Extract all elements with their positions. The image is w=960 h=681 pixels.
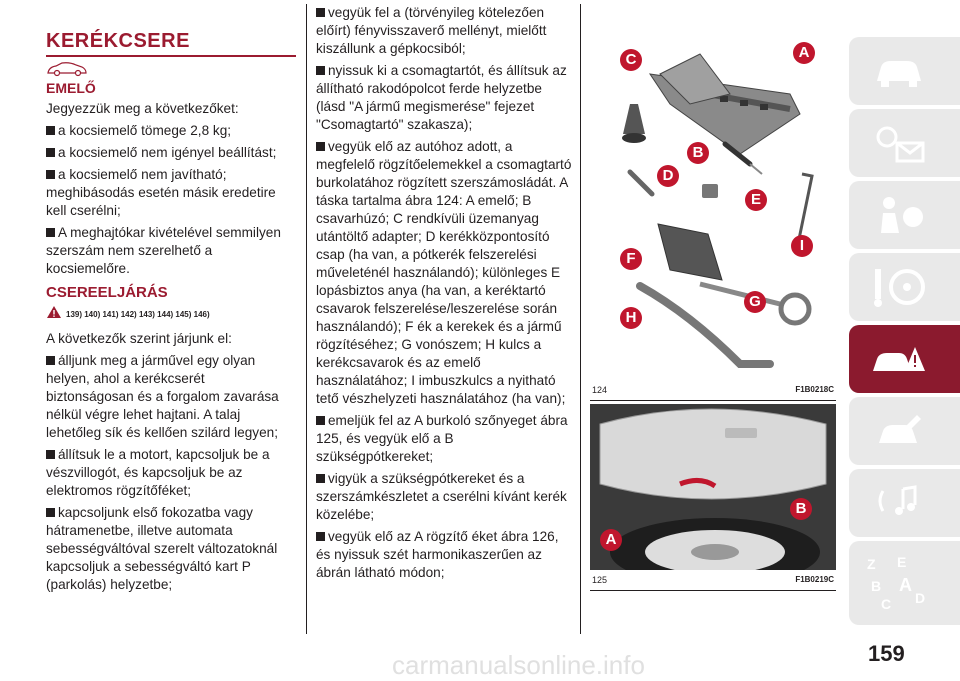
list-item: vegyük elő az A rögzítő éket ábra 126, és nyissuk szét harmonikaszerűen az ábrán látható módon; [316, 529, 559, 580]
label-badge: B [790, 498, 812, 520]
list-item: a kocsiemelő nem igényel beállítást; [46, 144, 296, 162]
list-item: álljunk meg a járművel egy olyan helyen, ahol a kerékcserét biztonságosan és a forgalom zavarása nélkül végre lehet hajtani. A talaj lehetőleg sík és kellően szilárd legyen; [46, 353, 279, 440]
label-badge: I [791, 235, 813, 257]
bullet-square-icon [46, 126, 55, 135]
chapter-tab-multimedia[interactable] [849, 469, 960, 537]
list-item: nyissuk ki a csomagtartót, és állítsuk az állítható rakodópolcot ferde helyzetbe (lásd "A jármű megismerése" fejezet "Csomagtartó" szakasza); [316, 63, 567, 132]
multimedia-icon [869, 481, 929, 525]
list-item: vegyük fel a (törvényileg kötelezően előírt) fényvisszaverő mellényt, mielőtt kiszállunk a gépkocsiból; [316, 5, 547, 56]
title-rule [46, 55, 296, 57]
steering-wheel-icon [869, 265, 929, 309]
bullet-square-icon [316, 66, 325, 75]
figure-caption [590, 570, 836, 591]
svg-text:A: A [899, 575, 912, 595]
left-column [46, 30, 296, 598]
alphabetical-index-icon [861, 553, 931, 613]
label-badge: H [620, 307, 642, 329]
service-tools-icon [869, 409, 929, 453]
svg-text:Z: Z [867, 556, 876, 572]
emergency-breakdown-icon [869, 337, 929, 381]
label-badge: E [745, 189, 767, 211]
section2-title: CSEREELJÁRÁS [46, 284, 168, 301]
figure-code: F1B0218C [795, 385, 834, 394]
chapter-tab-safety[interactable] [849, 181, 960, 249]
warning-references: 139) 140) 141) 142) 143) 144) 145) 146) [66, 310, 210, 319]
list-item: állítsuk le a motort, kapcsoljuk be a vészvillogót, és kapcsoljuk be az elektromos rögzítőféket; [46, 447, 270, 498]
bullet-square-icon [316, 142, 325, 151]
bullet-square-icon [46, 508, 55, 517]
label-badge: F [620, 248, 642, 270]
bullet-square-icon [46, 356, 55, 365]
bullet-square-icon [46, 170, 55, 179]
figure-caption [590, 380, 836, 401]
column-divider [580, 4, 581, 634]
label-badge: B [687, 142, 709, 164]
bullet-square-icon [316, 416, 325, 425]
intro2-text: A következők szerint járjunk el: [46, 331, 232, 346]
warning-refs [46, 305, 296, 324]
chapter-tab-index[interactable] [849, 541, 960, 625]
seatbelt-airbag-icon [869, 193, 929, 237]
list-item: emeljük fel az A burkoló szőnyeget ábra 125, és vegyük elő a B szükségpótkereket; [316, 413, 568, 464]
bullet-square-icon [316, 532, 325, 541]
svg-text:C: C [881, 596, 892, 612]
list-item: vigyük a szükségpótkereket és a szerszámkészletet a cserélni kívánt kerék közelébe; [316, 471, 567, 522]
chapter-tab-warning-lights[interactable] [849, 109, 960, 177]
figure-124 [590, 34, 836, 401]
svg-text:E: E [897, 554, 907, 570]
label-badge: G [744, 291, 766, 313]
tool-kit-illustration [590, 34, 836, 380]
label-badge: A [793, 42, 815, 64]
chapter-tab-emergency[interactable] [849, 325, 960, 393]
list-item: A meghajtókar kivételével semmilyen szerszám nem szerelhető a kocsiemelőre. [46, 225, 281, 276]
bullet-square-icon [316, 8, 325, 17]
list-item: a kocsiemelő tömege 2,8 kg; [46, 122, 296, 140]
list-item: kapcsoljunk első fokozatba vagy hátramenetbe, illetve automata sebességváltóval szerelt változatoknál kapcsoljuk a sebességváltó kart P (parkolás) helyzetbe; [46, 505, 278, 592]
subsection-title: EMELŐ [46, 80, 96, 96]
car-dashboard-icon [869, 51, 929, 91]
watermark: carmanualsonline.info [392, 650, 645, 680]
figure-code: F1B0219C [795, 575, 834, 584]
intro-text: Jegyezzük meg a következőket: [46, 101, 239, 116]
label-badge: A [600, 529, 622, 551]
jack-icon [650, 54, 800, 154]
warning-triangle-icon [46, 305, 62, 324]
bullet-square-icon [46, 228, 55, 237]
list-item: vegyük elő az autóhoz adott, a megfelelő rögzítőelemekkel a csomagtartó burkolatához rögzített szerszámosládát. A táska tartalma ábra 124: A emelő; B csavarhúzó; C rendkívüli üzemanyag utántöltő adapter; D kerékközpontosító csap (ha van, a pótkerék felszerelési műveleténél használandó); különleges E lopásbiztos anya (ha van, a keréktartó csavarok felszerelése/leszerelése során használandó); F ék a kerekek és a jármű rögzítéséhez; G vonószem; H kulcs a kerékcsavarok és az emelő használatához; I imbuszkulcs a nyitható tető vészhelyzeti használatához (ha van); [316, 139, 572, 406]
figure-125 [590, 404, 836, 591]
label-badge: C [620, 49, 642, 71]
section-title: KERÉKCSERE [46, 30, 190, 52]
svg-text:B: B [871, 578, 882, 594]
middle-column [316, 4, 574, 586]
svg-text:D: D [915, 590, 926, 606]
figure-number: 125 [592, 575, 608, 585]
car-variant-icon [46, 61, 296, 77]
chapter-tab-driving[interactable] [849, 253, 960, 321]
bullet-square-icon [316, 474, 325, 483]
chapter-tab-dashboard[interactable] [849, 37, 960, 105]
column-divider [306, 4, 307, 634]
figure-number: 124 [592, 385, 608, 395]
trunk-illustration [590, 404, 836, 570]
warning-lights-icon [869, 121, 929, 165]
list-item: a kocsiemelő nem javítható; meghibásodás esetén másik eredetire kell cserélni; [46, 167, 276, 218]
chapter-tab-service[interactable] [849, 397, 960, 465]
bullet-square-icon [46, 450, 55, 459]
label-badge: D [657, 165, 679, 187]
page-number: 159 [868, 641, 905, 666]
bullet-square-icon [46, 148, 55, 157]
